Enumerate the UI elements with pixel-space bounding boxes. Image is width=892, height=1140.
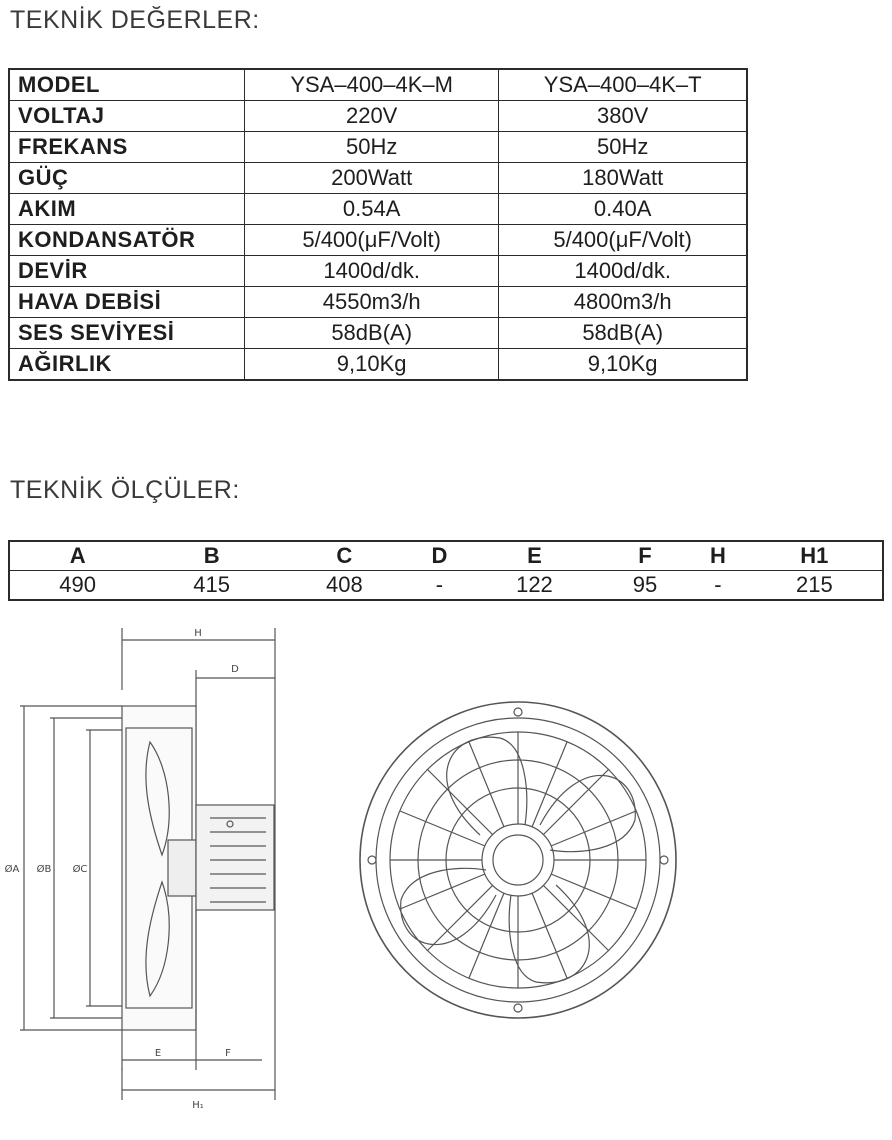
row-label: GÜÇ: [9, 163, 245, 194]
cell-model-m: 220V: [245, 101, 499, 132]
cell-model-m: 0.54A: [245, 194, 499, 225]
cell-model-m: 200Watt: [245, 163, 499, 194]
dim-value: -: [435, 572, 444, 597]
cell-model-t: 5/400(μF/Volt): [499, 225, 747, 256]
cell-model-m: 58dB(A): [245, 318, 499, 349]
cell-model-t: 4800m3/h: [499, 287, 747, 318]
cell-model-t: 0.40A: [499, 194, 747, 225]
cell-model-m: 1400d/dk.: [245, 256, 499, 287]
label-bottom-h1: H₁: [192, 1100, 204, 1111]
table-row: [9, 69, 747, 101]
table-row: [9, 349, 747, 381]
cell-model-t: 380V: [499, 101, 747, 132]
dimensions-header-row: [9, 541, 883, 571]
section-title-technical-values: TEKNİK DEĞERLER:: [10, 6, 260, 34]
cell-model-t: 50Hz: [499, 132, 747, 163]
label-dia-c: ØC: [72, 864, 88, 875]
cell-model-m: 50Hz: [245, 132, 499, 163]
dim-value: 490: [59, 572, 96, 597]
dim-header: E: [468, 541, 601, 571]
row-label: KONDANSATÖR: [9, 225, 245, 256]
table-row: [9, 132, 747, 163]
table-row: [9, 194, 747, 225]
row-label: VOLTAJ: [9, 101, 245, 132]
row-label: AĞIRLIK: [9, 349, 245, 381]
label-e: E: [154, 1048, 162, 1059]
table-row: [9, 225, 747, 256]
dim-value: 95: [632, 572, 658, 597]
dim-value: 408: [325, 572, 363, 597]
row-label: FREKANS: [9, 132, 245, 163]
row-label: DEVİR: [9, 256, 245, 287]
dim-value: -: [714, 572, 722, 597]
label-dia-a: ØA: [4, 864, 20, 875]
cell-model-t: 58dB(A): [499, 318, 747, 349]
dim-header: A: [9, 541, 145, 571]
cell-model-m: 5/400(μF/Volt): [245, 225, 499, 256]
row-label: AKIM: [9, 194, 245, 225]
front-view-drawing: [360, 702, 676, 1018]
cell-model-m: 9,10Kg: [245, 349, 499, 381]
cell-model-t: 180Watt: [499, 163, 747, 194]
cell-model-t: 1400d/dk.: [499, 256, 747, 287]
table-row: [9, 101, 747, 132]
table-row: [9, 163, 747, 194]
label-d: D: [231, 664, 239, 675]
dim-value: 122: [516, 572, 553, 597]
row-label: MODEL: [9, 69, 245, 101]
dim-header: H1: [747, 541, 883, 571]
dim-value: 215: [795, 572, 833, 597]
dimensions-table: [8, 540, 884, 601]
cell-model-t: 9,10Kg: [499, 349, 747, 381]
dim-header: D: [411, 541, 468, 571]
dim-header: H: [689, 541, 746, 571]
dimensions-value-row: [9, 571, 883, 601]
cell-model-m: 4550m3/h: [245, 287, 499, 318]
row-label: HAVA DEBİSİ: [9, 287, 245, 318]
table-row: [9, 318, 747, 349]
fan-technical-drawing: [0, 620, 892, 1135]
cell-model-t: YSA–400–4K–T: [499, 69, 747, 101]
dim-header: C: [278, 541, 411, 571]
table-row: [9, 287, 747, 318]
label-f: F: [225, 1048, 231, 1059]
table-row: [9, 256, 747, 287]
section-title-technical-dimensions: TEKNİK ÖLÇÜLER:: [10, 476, 240, 504]
dim-value: 415: [193, 572, 230, 597]
cell-model-m: YSA–400–4K–M: [245, 69, 499, 101]
label-dia-b: ØB: [36, 864, 52, 875]
row-label: SES SEVİYESİ: [9, 318, 245, 349]
label-top-h: H: [194, 628, 202, 639]
dim-header: B: [145, 541, 278, 571]
side-view-drawing: [20, 628, 275, 1100]
dim-header: F: [601, 541, 689, 571]
technical-values-table: [8, 68, 748, 381]
